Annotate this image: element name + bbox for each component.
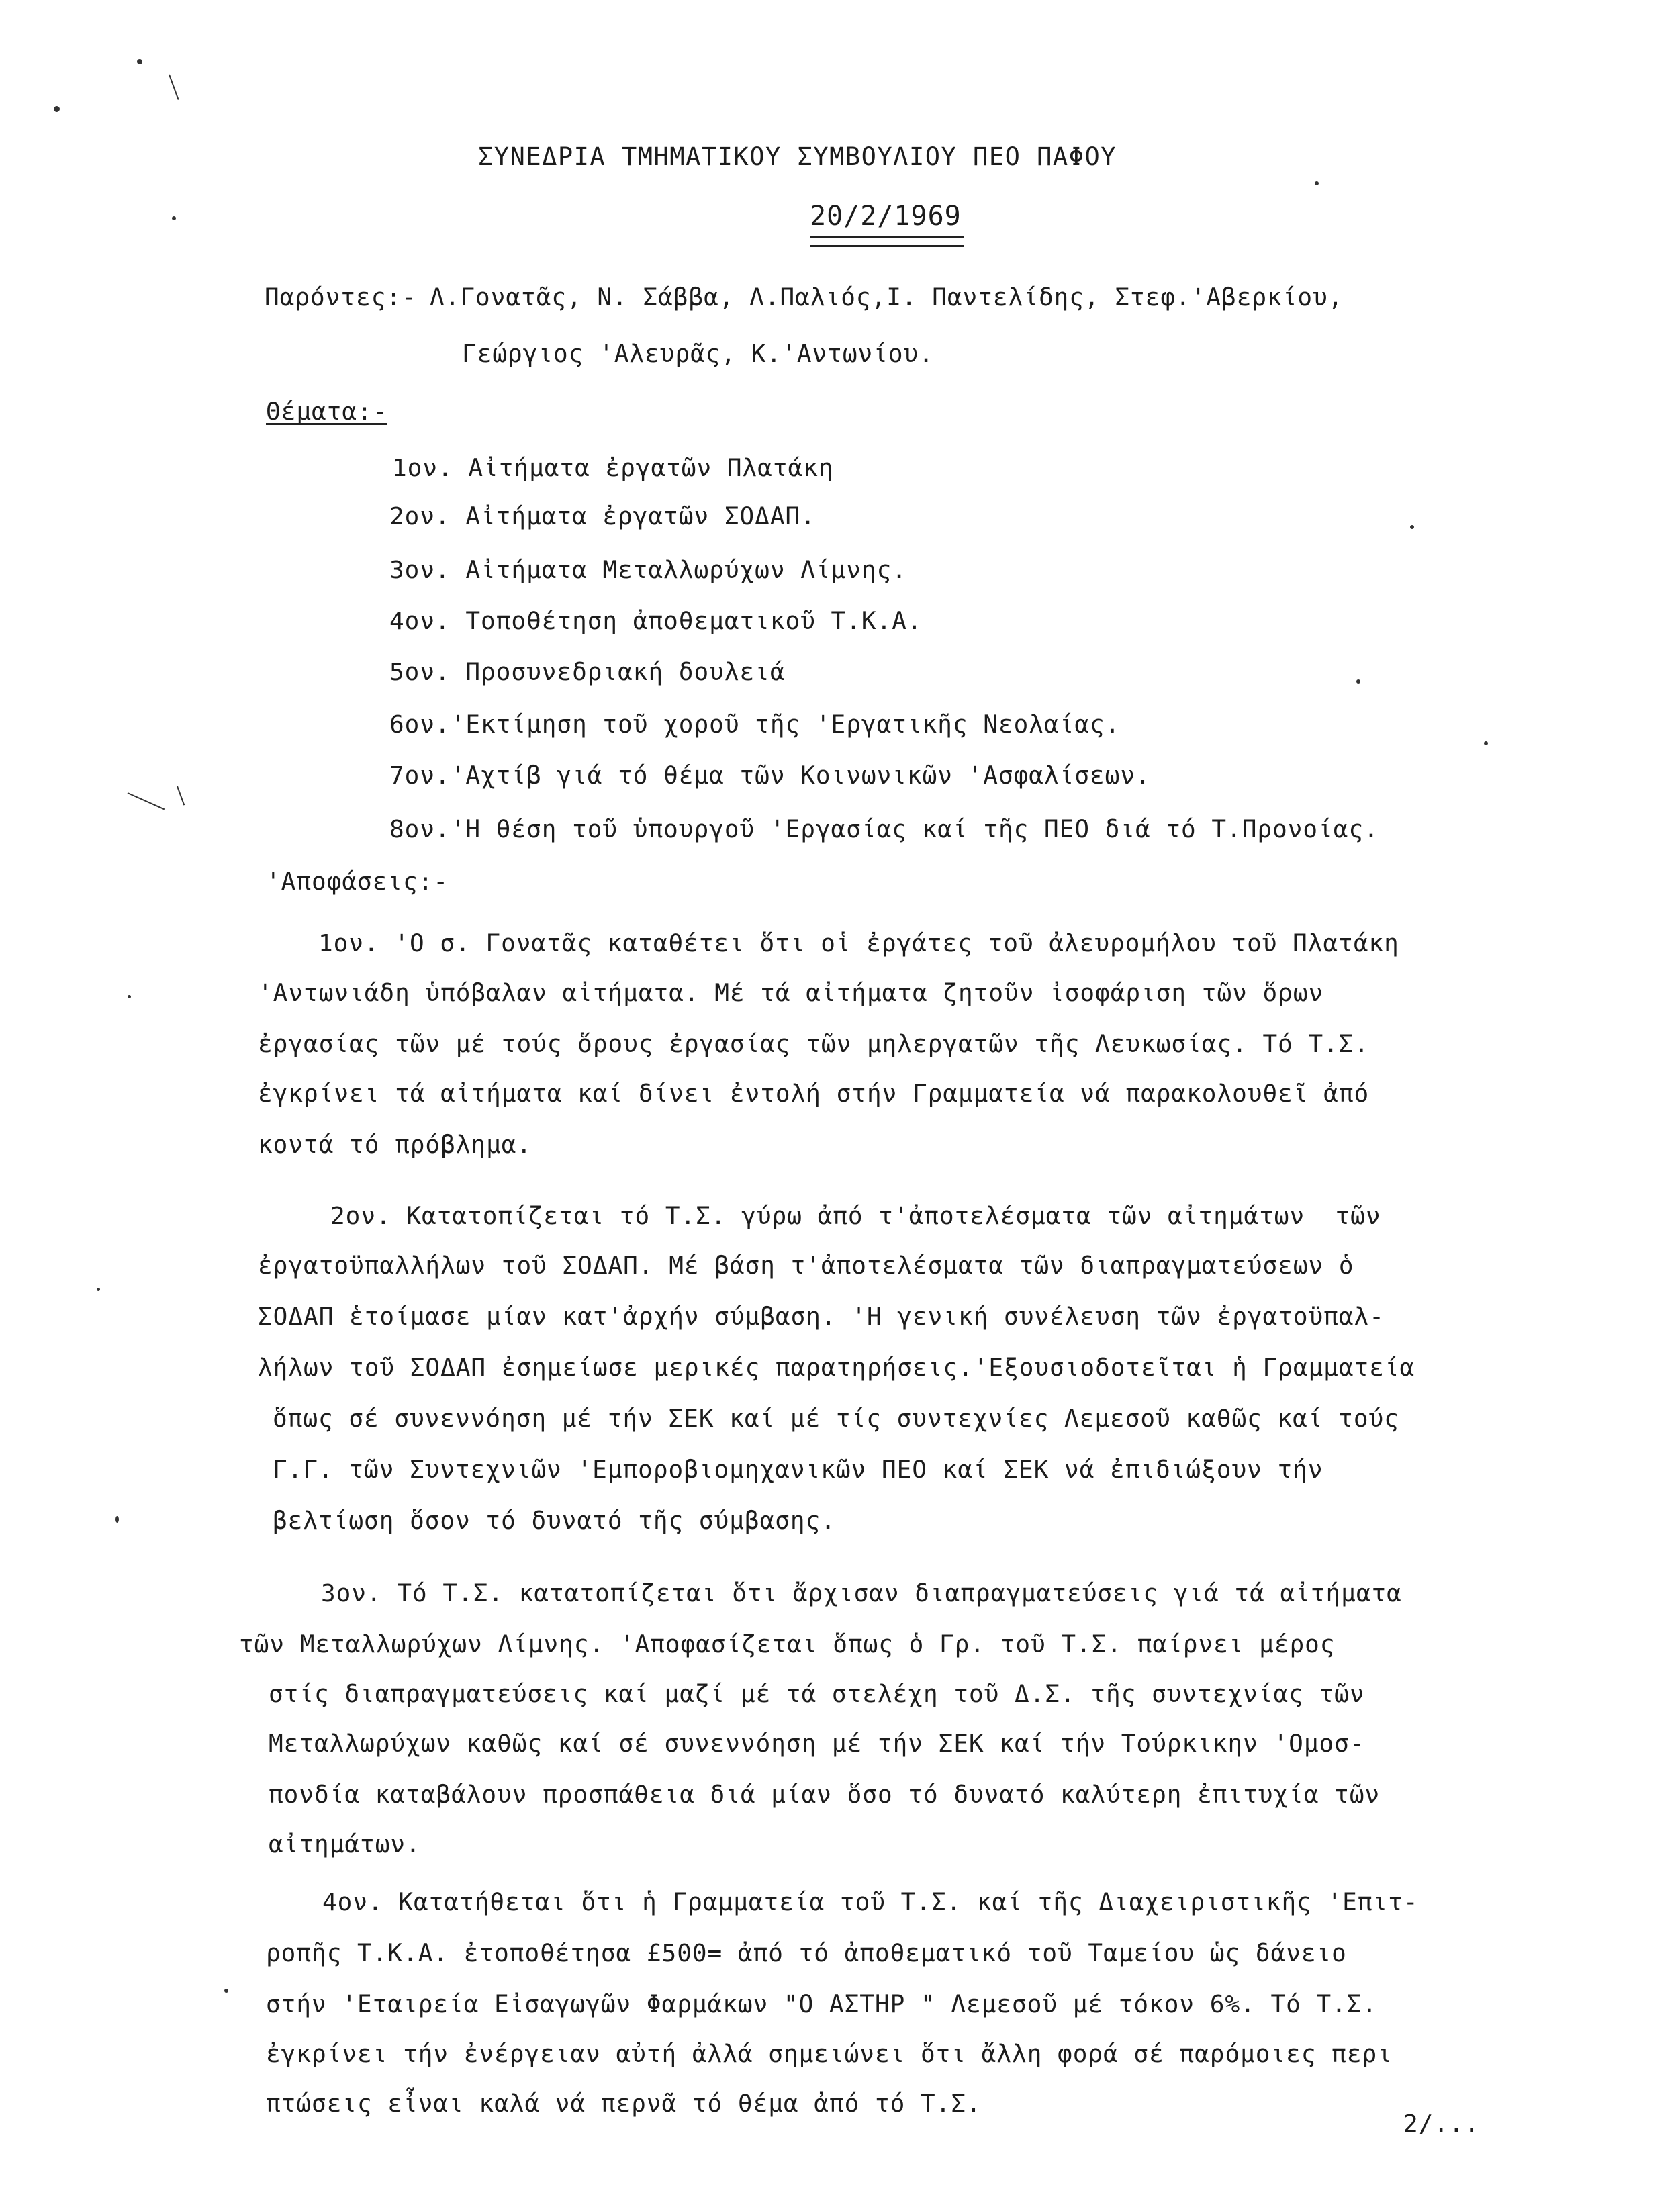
decision-3-line: 3ον. Τό Τ.Σ. κατατοπίζεται ὅτι ἄρχισαν διαπραγματεύσεις γιά τά αἰτήματα bbox=[321, 1580, 1402, 1607]
scan-speck bbox=[137, 59, 142, 64]
scan-mark bbox=[177, 786, 185, 806]
topics-label-underline bbox=[266, 423, 387, 425]
scan-speck bbox=[172, 216, 176, 220]
scan-mark bbox=[128, 792, 165, 810]
topic-item: 1ον. Αἰτήματα ἐργατῶν Πλατάκη bbox=[392, 455, 834, 482]
attendees-line: Γεώργιος 'Αλευρᾶς, Κ.'Αντωνίου. bbox=[462, 340, 934, 368]
scan-mark bbox=[169, 75, 179, 100]
topic-item: 6ον.'Εκτίμηση τοῦ χοροῦ τῆς 'Εργατικῆς Νεολαίας. bbox=[389, 711, 1121, 739]
scan-speck bbox=[54, 106, 60, 112]
decision-3-line: πονδία καταβάλουν προσπάθεια διά μίαν ὅσο τό δυνατό καλύτερη ἐπιτυχία τῶν bbox=[269, 1781, 1381, 1809]
decision-3-line: αἰτημάτων. bbox=[269, 1831, 421, 1859]
topic-item: 8ον.'Η θέση τοῦ ὑπουργοῦ 'Εργασίας καί τῆς ΠΕΟ διά τό Τ.Προνοίας. bbox=[389, 816, 1379, 843]
attendees-line: Λ.Γονατᾶς, Ν. Σάββα, Λ.Παλιός,Ι. Παντελίδης, Στεφ.'Αβερκίου, bbox=[430, 284, 1344, 312]
decision-3-line: στίς διαπραγματεύσεις καί μαζί μέ τά στελέχη τοῦ Δ.Σ. τῆς συντεχνίας τῶν bbox=[269, 1681, 1365, 1708]
document-title: ΣΥΝΕΔΡΙΑ ΤΜΗΜΑΤΙΚΟΥ ΣΥΜΒΟΥΛΙΟΥ ΠΕΟ ΠΑΦΟΥ bbox=[478, 142, 1117, 171]
date-double-underline bbox=[810, 236, 964, 247]
decision-3-line: τῶν Μεταλλωρύχων Λίμνης. 'Αποφασίζεται ὅπως ὁ Γρ. τοῦ Τ.Σ. παίρνει μέρος bbox=[239, 1631, 1336, 1658]
decision-3-line: Μεταλλωρύχων καθῶς καί σέ συνεννόηση μέ τήν ΣΕΚ καί τήν Τούρκικην 'Ομοσ- bbox=[269, 1730, 1365, 1758]
scan-speck bbox=[1356, 679, 1360, 684]
decision-2-line: ἐργατοϋπαλλήλων τοῦ ΣΟΔΑΠ. Μέ βάση τ'ἀποτελέσματα τῶν διαπραγματεύσεων ὁ bbox=[258, 1252, 1354, 1280]
attendees-label: Παρόντες:- bbox=[265, 284, 417, 312]
decision-4-line: ἐγκρίνει τήν ἐνέργειαν αὐτή ἀλλά σημειώνει ὅτι ἄλλη φορά σέ παρόμοιες περι bbox=[266, 2040, 1393, 2068]
decision-2-line: λήλων τοῦ ΣΟΔΑΠ ἐσημείωσε μερικές παρατηρήσεις.'Εξουσιοδοτεῖται ἡ Γραμματεία bbox=[258, 1354, 1415, 1382]
decision-1-line: ἐγκρίνει τά αἰτήματα καί δίνει ἐντολή στήν Γραμματεία νά παρακολουθεῖ ἀπό bbox=[258, 1080, 1370, 1108]
scan-speck bbox=[224, 1989, 228, 1993]
decision-4-line: στήν 'Εταιρεία Εἰσαγωγῶν Φαρμάκων "Ο ΑΣΤΗΡ " Λεμεσοῦ μέ τόκον 6%. Τό Τ.Σ. bbox=[266, 1991, 1378, 2018]
topic-item: 2ον. Αἰτήματα ἐργατῶν ΣΟΔΑΠ. bbox=[389, 503, 816, 530]
decision-2-line: ΣΟΔΑΠ ἑτοίμασε μίαν κατ'ἀρχήν σύμβαση. 'Η γενική συνέλευση τῶν ἐργατοϋπαλ- bbox=[258, 1303, 1385, 1331]
scan-speck bbox=[128, 995, 131, 998]
decision-4-line: ροπῆς Τ.Κ.Α. ἐτοποθέτησα £500= ἀπό τό ἀποθεματικό τοῦ Ταμείου ὡς δάνειο bbox=[266, 1940, 1347, 1967]
decisions-label: 'Αποφάσεις:- bbox=[266, 868, 449, 896]
scan-speck bbox=[97, 1288, 100, 1291]
topics-label: Θέματα:- bbox=[266, 398, 388, 426]
topic-item: 5ον. Προσυνεδριακή δουλειά bbox=[389, 659, 786, 686]
topic-item: 7ον.'Αχτίβ γιά τό θέμα τῶν Κοινωνικῶν 'Ασφαλίσεων. bbox=[389, 762, 1151, 790]
decision-2-line: Γ.Γ. τῶν Συντεχνιῶν 'Εμποροβιομηχανικῶν ΠΕΟ καί ΣΕΚ νά ἐπιδιώξουν τήν bbox=[273, 1456, 1323, 1484]
decision-1-line: 1ον. 'Ο σ. Γονατᾶς καταθέτει ὅτι οἱ ἐργάτες τοῦ ἀλευρομήλου τοῦ Πλατάκη bbox=[318, 930, 1399, 957]
scan-speck bbox=[1315, 181, 1319, 185]
decision-2-line: βελτίωση ὅσον τό δυνατό τῆς σύμβασης. bbox=[273, 1507, 836, 1535]
document-date: 20/2/1969 bbox=[810, 201, 962, 232]
decision-1-line: κοντά τό πρόβλημα. bbox=[258, 1131, 532, 1159]
decision-4-line: πτώσεις εἶναι καλά νά περνᾶ τό θέμα ἀπό τό Τ.Σ. bbox=[266, 2090, 982, 2118]
decision-2-line: ὅπως σέ συνεννόηση μέ τήν ΣΕΚ καί μέ τίς συντεχνίες Λεμεσοῦ καθῶς καί τούς bbox=[273, 1405, 1399, 1433]
topic-item: 4ον. Τοποθέτηση ἀποθεματικοῦ Τ.Κ.Α. bbox=[389, 608, 923, 635]
scan-speck bbox=[1484, 741, 1488, 745]
page-continuation-marker: 2/... bbox=[1403, 2110, 1480, 2138]
scan-speck bbox=[1410, 525, 1414, 529]
decision-1-line: 'Αντωνιάδη ὑπόβαλαν αἰτήματα. Μέ τά αἰτήματα ζητοῦν ἰσοφάριση τῶν ὅρων bbox=[258, 980, 1324, 1007]
scan-speck bbox=[115, 1516, 119, 1523]
topic-item: 3ον. Αἰτήματα Μεταλλωρύχων Λίμνης. bbox=[389, 557, 907, 584]
decision-4-line: 4ον. Κατατήθεται ὅτι ἡ Γραμματεία τοῦ Τ.Σ. καί τῆς Διαχειριστικῆς 'Επιτ- bbox=[322, 1889, 1419, 1916]
decision-1-line: ἐργασίας τῶν μέ τούς ὅρους ἐργασίας τῶν μηλεργατῶν τῆς Λευκωσίας. Τό Τ.Σ. bbox=[258, 1031, 1370, 1058]
decision-2-line: 2ον. Κατατοπίζεται τό Τ.Σ. γύρω ἀπό τ'ἀποτελέσματα τῶν αἰτημάτων τῶν bbox=[330, 1203, 1381, 1230]
